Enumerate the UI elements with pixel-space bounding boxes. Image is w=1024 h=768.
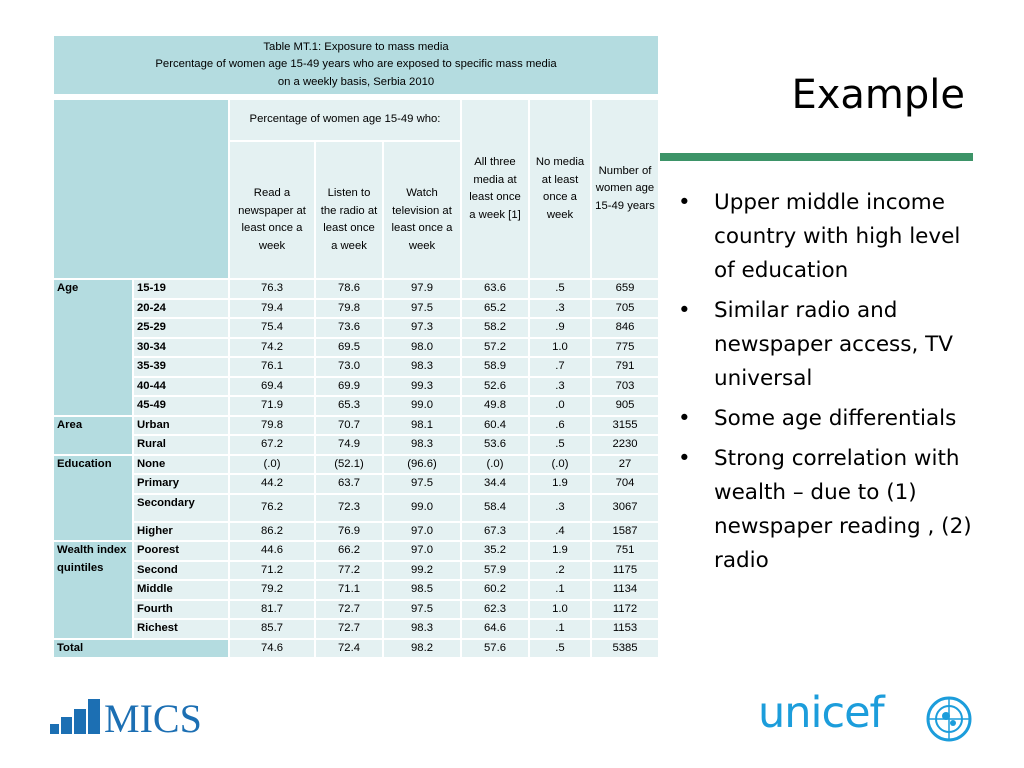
table-row [53,357,659,377]
total-label: Total [53,639,229,659]
table-cell: 69.9 [315,377,383,397]
table-cell: .0 [529,396,591,416]
table-cell: 76.3 [229,279,315,299]
table-cell: 72.4 [315,639,383,659]
table-cell: (.0) [461,455,529,475]
table-cell: 74.2 [229,338,315,358]
table-cell: 1175 [591,561,659,581]
table-cell: .3 [529,377,591,397]
mics-logo-text: MICS [104,696,202,736]
table-cell: 73.6 [315,318,383,338]
table-cell: 905 [591,396,659,416]
row-label: 15-19 [133,279,229,299]
table-cell: 1172 [591,600,659,620]
row-label: None [133,455,229,475]
table-cell: 72.3 [315,494,383,522]
table-cell: 76.1 [229,357,315,377]
row-label: 20-24 [133,299,229,319]
table-title [53,35,659,95]
table-cell: 63.6 [461,279,529,299]
table-title-line: Table MT.1: Exposure to mass media [263,40,449,53]
table-cell: 97.5 [383,474,461,494]
table-cell: 65.3 [315,396,383,416]
table-row [53,561,659,581]
row-label: 35-39 [133,357,229,377]
column-header: No media at least once a week [529,99,591,279]
table-cell: 98.2 [383,639,461,659]
row-label: 30-34 [133,338,229,358]
table-cell: 52.6 [461,377,529,397]
table-cell: 97.9 [383,279,461,299]
table-row [53,522,659,542]
row-label: Primary [133,474,229,494]
row-label: 40-44 [133,377,229,397]
table-cell: 98.3 [383,435,461,455]
total-row [53,639,659,659]
row-label: Urban [133,416,229,436]
table-cell: 97.3 [383,318,461,338]
table-cell: 703 [591,377,659,397]
column-header: Watch television at least once a week [383,141,461,279]
table-cell: 791 [591,357,659,377]
table-cell: 58.4 [461,494,529,522]
table-cell: 49.8 [461,396,529,416]
table-cell: 69.5 [315,338,383,358]
row-label: Second [133,561,229,581]
table-title-line: Percentage of women age 15-49 years who are exposed to specific mass media [155,58,557,71]
table-cell: .5 [529,639,591,659]
table-cell: 57.6 [461,639,529,659]
row-label: Higher [133,522,229,542]
mass-media-table [52,34,660,659]
table-cell: 66.2 [315,541,383,561]
group-label: Area [53,416,133,455]
mics-bar-icon [88,699,100,734]
unicef-logo-text: unicef [758,688,884,738]
group-label: Age [53,279,133,416]
table-cell: 57.9 [461,561,529,581]
table-cell: 44.2 [229,474,315,494]
table-cell: 27 [591,455,659,475]
table-cell: 1587 [591,522,659,542]
table-row [53,619,659,639]
bullet-item: • Some age differentials [678,402,978,436]
table-cell: 97.0 [383,522,461,542]
table-row [53,435,659,455]
table-cell: 76.2 [229,494,315,522]
unicef-logo [758,688,978,742]
table-cell: 98.1 [383,416,461,436]
table-cell: 35.2 [461,541,529,561]
table-cell: 60.2 [461,580,529,600]
column-header: Number of women age 15-49 years [591,99,659,279]
table-cell: 79.2 [229,580,315,600]
table-cell: .4 [529,522,591,542]
row-label: 45-49 [133,396,229,416]
table-cell: .3 [529,494,591,522]
table-cell: 751 [591,541,659,561]
table-cell: .5 [529,279,591,299]
table-title-line: on a weekly basis, Serbia 2010 [277,75,435,88]
bullet-item: • Strong correlation with wealth – due to (1) newspaper reading , (2) radio [678,442,978,578]
table-cell: 74.9 [315,435,383,455]
table-cell: 72.7 [315,600,383,620]
table-cell: 705 [591,299,659,319]
slide-title: Example [791,72,965,118]
table-cell: 73.0 [315,357,383,377]
table-cell: 5385 [591,639,659,659]
mics-bar-icon [61,717,72,734]
table-cell: 75.4 [229,318,315,338]
table-cell: (.0) [529,455,591,475]
mics-bar-icon [74,709,86,734]
table-row [53,600,659,620]
bullet-item: • Similar radio and newspaper access, TV universal [678,294,978,396]
group-label: Education [53,455,133,542]
row-label: Fourth [133,600,229,620]
table-cell: 65.2 [461,299,529,319]
table-cell: 62.3 [461,600,529,620]
table-row [53,396,659,416]
unicef-emblem-icon [926,696,972,742]
row-label: Rural [133,435,229,455]
table-cell: .2 [529,561,591,581]
table-cell: 659 [591,279,659,299]
table-cell: .6 [529,416,591,436]
table-cell: 71.9 [229,396,315,416]
table-cell: 60.4 [461,416,529,436]
table-cell: 97.0 [383,541,461,561]
title-divider [657,153,973,161]
table-cell: 57.2 [461,338,529,358]
table-cell: .7 [529,357,591,377]
table-row [53,541,659,561]
table-cell: 2230 [591,435,659,455]
bullet-list [678,186,978,584]
table-cell: 79.8 [315,299,383,319]
table-cell: 69.4 [229,377,315,397]
table-cell: 76.9 [315,522,383,542]
table-cell: .5 [529,435,591,455]
table-row [53,416,659,436]
table-cell: 97.5 [383,600,461,620]
table-row [53,474,659,494]
table-cell: 1.0 [529,600,591,620]
table-cell: (.0) [229,455,315,475]
table-cell: 1.9 [529,541,591,561]
table-cell: 99.3 [383,377,461,397]
table-cell: 44.6 [229,541,315,561]
table-cell: 3067 [591,494,659,522]
table-cell: 77.2 [315,561,383,581]
column-header: Listen to the radio at least once a week [315,141,383,279]
table-cell: 34.4 [461,474,529,494]
table-cell: 3155 [591,416,659,436]
table-cell: 86.2 [229,522,315,542]
group-label: Wealth index quintiles [53,541,133,639]
table-row [53,580,659,600]
table-cell: 98.3 [383,357,461,377]
table-cell: 58.9 [461,357,529,377]
table-cell: 99.2 [383,561,461,581]
row-label: Richest [133,619,229,639]
table-cell: 58.2 [461,318,529,338]
row-label: Secondary [133,494,229,522]
table-cell: 74.6 [229,639,315,659]
mics-logo [50,696,242,736]
row-label: Middle [133,580,229,600]
header-corner [53,99,229,279]
table-cell: 63.7 [315,474,383,494]
table-cell: 1.0 [529,338,591,358]
table-cell: 99.0 [383,494,461,522]
table-cell: (52.1) [315,455,383,475]
table-cell: (96.6) [383,455,461,475]
table-row [53,494,659,522]
column-header: All three media at least once a week [1] [461,99,529,279]
table-row [53,338,659,358]
table-cell: .3 [529,299,591,319]
table-cell: 72.7 [315,619,383,639]
table-row [53,299,659,319]
row-label: 25-29 [133,318,229,338]
table-cell: .1 [529,580,591,600]
table-cell: 85.7 [229,619,315,639]
table-cell: 775 [591,338,659,358]
table-cell: 99.0 [383,396,461,416]
table-cell: 67.3 [461,522,529,542]
table-cell: 79.4 [229,299,315,319]
table-row [53,279,659,299]
bullet-item: • Upper middle income country with high level of education [678,186,978,288]
table-cell: 704 [591,474,659,494]
mics-bar-icon [50,724,59,734]
table-cell: 53.6 [461,435,529,455]
table-cell: 70.7 [315,416,383,436]
table-cell: 98.0 [383,338,461,358]
table-cell: 78.6 [315,279,383,299]
group-header: Percentage of women age 15-49 who: [229,99,461,141]
table-cell: 79.8 [229,416,315,436]
column-header: Read a newspaper at least once a week [229,141,315,279]
table-cell: 71.1 [315,580,383,600]
table-cell: 98.3 [383,619,461,639]
table-cell: 97.5 [383,299,461,319]
table-cell: 64.6 [461,619,529,639]
table-cell: 67.2 [229,435,315,455]
table-row [53,318,659,338]
table-cell: 1134 [591,580,659,600]
table-cell: 1153 [591,619,659,639]
table-cell: .9 [529,318,591,338]
table-cell: 1.9 [529,474,591,494]
table-cell: .1 [529,619,591,639]
table-cell: 71.2 [229,561,315,581]
table-cell: 846 [591,318,659,338]
row-label: Poorest [133,541,229,561]
table-row [53,377,659,397]
table-row [53,455,659,475]
table-cell: 98.5 [383,580,461,600]
table-cell: 81.7 [229,600,315,620]
